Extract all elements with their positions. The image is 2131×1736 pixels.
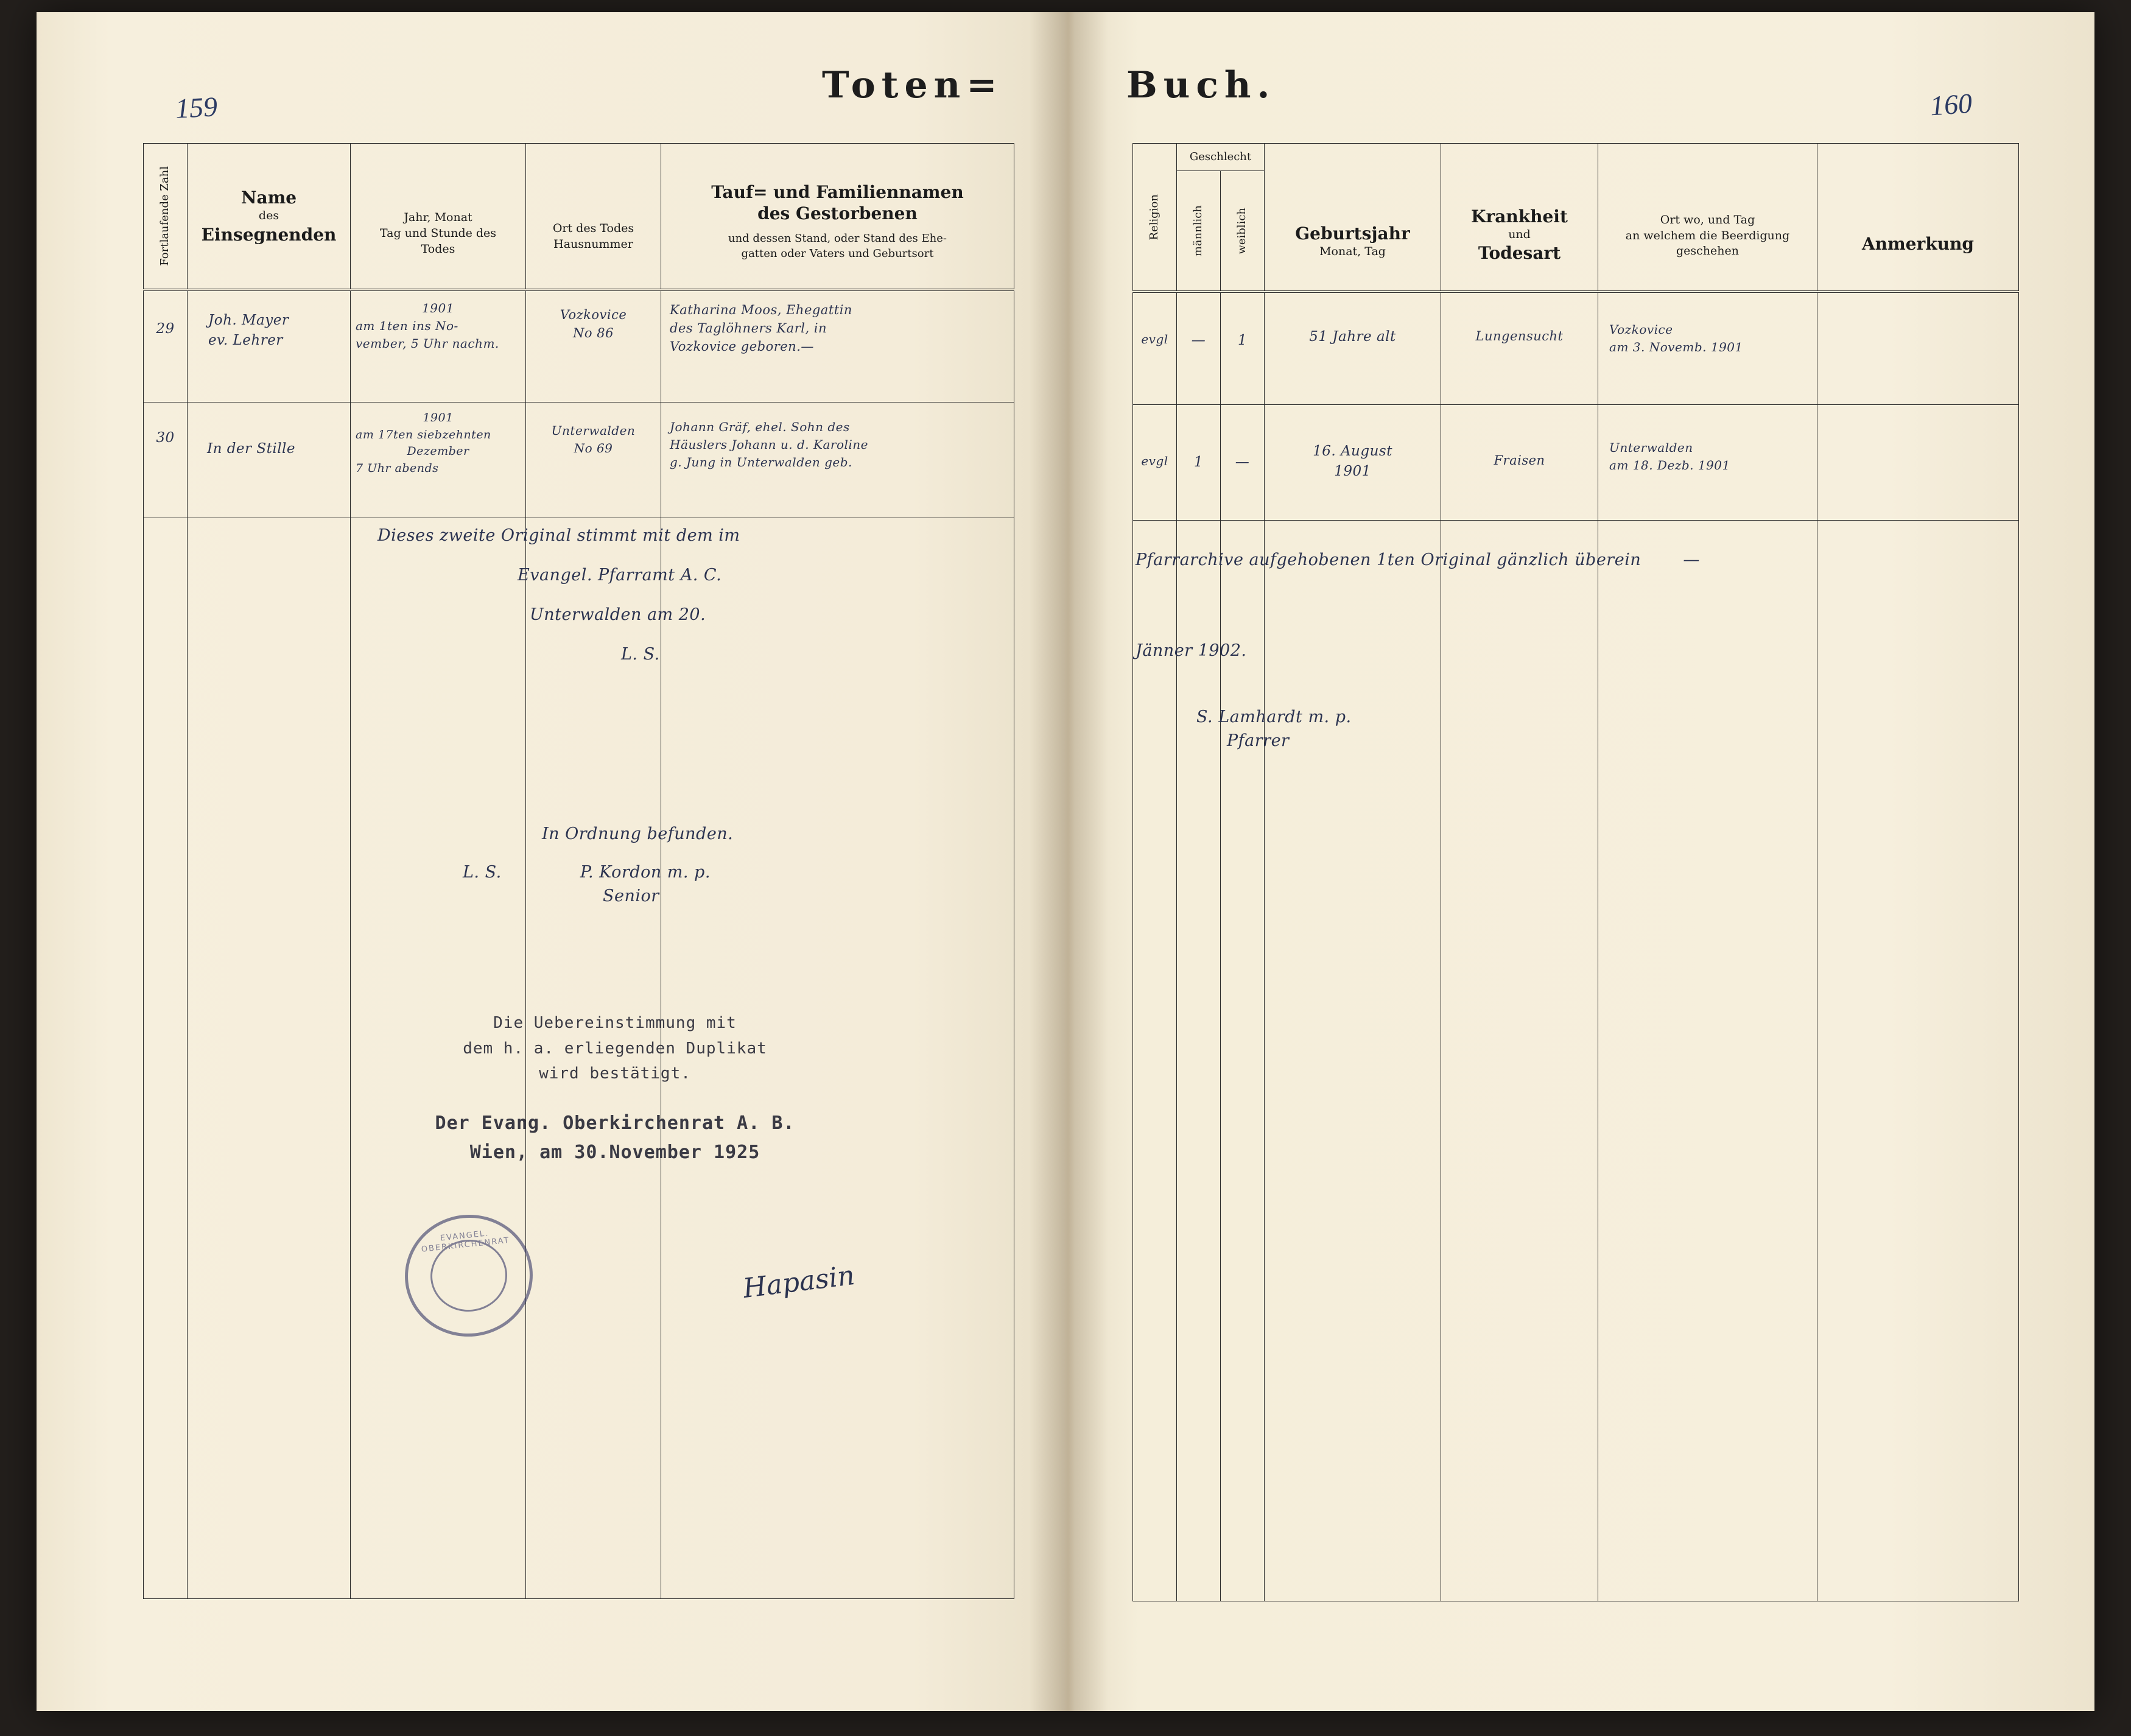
cell-illness: Fraisen [1441,404,1598,520]
certification-line3-right: Jänner 1902. [1136,641,1247,661]
certification-block-left [377,524,1023,683]
order-title: Senior [603,887,659,906]
cell-burial: Vozkovice am 3. Novemb. 1901 [1598,292,1817,404]
stamp-line5: Wien, am 30.November 1925 [469,1141,760,1163]
right-signature-title: Pfarrer [1227,731,1290,751]
cell-religion: evgl [1133,292,1177,404]
col-header-female: weiblich [1221,171,1265,292]
cell-female: 1 [1221,292,1265,404]
cell-place-of-death: Unterwalden No 69 [526,402,661,518]
table-body-right [1133,292,2019,1601]
cell-male: 1 [1177,404,1221,520]
cell-date-of-death: 1901 am 17ten siebzehnten Dezember 7 Uhr abends [351,402,526,518]
open-book [37,12,2094,1711]
col-header-birth: Geburtsjahr Monat, Tag [1265,144,1441,292]
cell-name: Joh. Mayer ev. Lehrer [188,290,351,402]
order-signature: P. Kordon m. p. [580,863,711,882]
table-row[interactable] [144,402,1014,518]
cell-names-of-deceased: Johann Gräf, ehel. Sohn des Häuslers Johann u. d. Karoline g. Jung in Unterwalden geb. [661,402,1014,518]
cell-remark [1817,404,2019,520]
cell-remark [1817,292,2019,404]
photo-edge-top [0,0,2131,12]
certification-block-right [1136,548,1939,753]
col-header-gender: Geschlecht [1177,144,1265,171]
table-body-left [144,290,1014,1599]
certification-ls: L. S. [621,645,660,664]
cell-birth: 51 Jahre alt [1265,292,1441,404]
certification-line1: Dieses zweite Original stimmt mit dem im [377,526,740,545]
page-title-left: Toten= [822,64,1003,107]
col-header-date-of-death: Jahr, Monat Tag und Stunde des Todes [351,144,526,290]
register-table-right [1132,143,2019,1601]
stamp-line2: dem h. a. erliegenden Duplikat [463,1039,767,1058]
table-row[interactable] [144,290,1014,402]
stamp-line3: wird bestätigt. [539,1064,691,1083]
col-header-religion: Religion [1133,144,1177,292]
col-header-remark: Anmerkung [1817,144,2019,292]
table-row[interactable] [1133,404,2019,520]
handwritten-signature: Hapasin [741,1259,857,1305]
table-header-left [144,144,1014,290]
cell-place-of-death: Vozkovice No 86 [526,290,661,402]
certification-block-order [463,822,889,908]
col-header-burial: Ort wo, und Tag an welchem die Beerdigung geschehen [1598,144,1817,292]
cell-nr [144,518,188,1599]
cell-burial: Unterwalden am 18. Dezb. 1901 [1598,404,1817,520]
cell-female: — [1221,404,1265,520]
table-row[interactable] [1133,292,2019,404]
certification-dash: — [1683,550,1700,569]
col-header-name: Name des Einsegnenden [188,144,351,290]
official-stamp-text [402,1011,828,1167]
stamp-line1: Die Uebereinstimmung mit [493,1014,737,1032]
cell-name [188,518,351,1599]
page-title-right: Buch. [1126,64,1276,107]
certification-line2: Evangel. Pfarramt A. C. [518,566,722,585]
cell-nr: 30 [144,402,188,518]
order-ls: L. S. [463,863,502,882]
col-header-place-of-death: Ort des Todes Hausnummer [526,144,661,290]
cell-birth: 16. August 1901 [1265,404,1441,520]
certification-line1-right: Pfarrarchive aufgehobenen 1ten Original gänzlich überein [1136,550,1641,569]
table-header-right [1133,144,2019,292]
certification-line3: Unterwalden am 20. [530,605,706,625]
cell-date-of-death: 1901 am 1ten ins No- vember, 5 Uhr nachm. [351,290,526,402]
page-number-left: 159 [174,91,219,124]
stamp-line4: Der Evang. Oberkirchenrat A. B. [435,1112,795,1134]
col-header-names-of-deceased: Tauf= und Familiennamen des Gestorbenen und dessen Stand, oder Stand des Ehe- gatten oder Vaters und Geburtsort [661,144,1014,290]
right-signature: S. Lamhardt m. p. [1196,708,1352,727]
cell-illness: Lungensucht [1441,292,1598,404]
cell-male: — [1177,292,1221,404]
col-header-illness: Krankheit und Todesart [1441,144,1598,292]
col-header-laufende-zahl: Fortlaufende Zahl [144,144,188,290]
seal-text: EVANGEL. OBERKIRCHENRAT [421,1229,511,1254]
order-line: In Ordnung befunden. [542,824,734,843]
col-header-male: männlich [1177,171,1221,292]
cell-names-of-deceased: Katharina Moos, Ehegattin des Taglöhners Karl, in Vozkovice geboren.— [661,290,1014,402]
cell-name: In der Stille [188,402,351,518]
cell-nr: 29 [144,290,188,402]
cell-religion: evgl [1133,404,1177,520]
page-number-right: 160 [1929,87,1973,122]
